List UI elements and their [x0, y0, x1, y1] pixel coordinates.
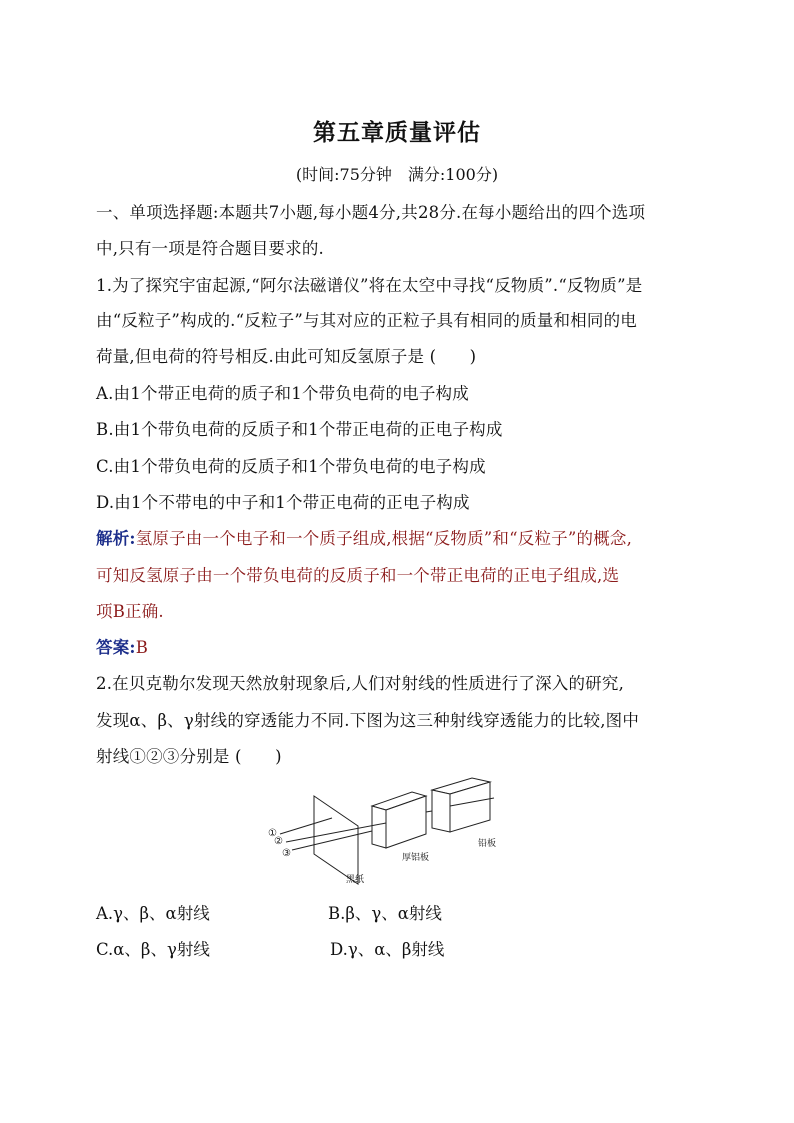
exam-info: (时间:75分钟 满分:100分)	[295, 165, 499, 184]
thick-al-plate-front	[372, 806, 386, 848]
answer-label: 答案:	[96, 638, 136, 657]
analysis-text: 氢原子由一个电子和一个质子组成,根据“反物质”和“反粒子”的概念,	[135, 529, 633, 548]
ray-3-label: ③	[282, 848, 291, 859]
q1-option-d: D.由1个不带电的中子和1个带正电荷的正电子构成	[96, 493, 470, 512]
section-intro-line-1: 一、单项选择题:本题共7小题,每小题4分,共28分.在每小题给出的四个选项	[96, 203, 646, 222]
q1-analysis-line-3: 项B正确.	[96, 602, 164, 621]
ray-2-label: ②	[274, 836, 283, 847]
lead-plate-front	[432, 790, 450, 832]
q2-stem-line-1: 2.在贝克勒尔发现天然放射现象后,人们对射线的性质进行了深入的研究,	[96, 674, 625, 693]
q2-option-c: C.α、β、γ射线	[96, 940, 210, 959]
ray-penetration-diagram	[262, 776, 524, 886]
q1-option-c: C.由1个带负电荷的反质子和1个带负电荷的电子构成	[96, 457, 486, 476]
q1-analysis-line-2: 可知反氢原子由一个带负电荷的反质子和一个带正电荷的正电子组成,选	[96, 566, 620, 585]
q1-option-b: B.由1个带负电荷的反质子和1个带正电荷的正电子构成	[96, 420, 503, 439]
q1-stem-line-3: 荷量,但电荷的符号相反.由此可知反氢原子是 ( )	[96, 347, 477, 366]
thick-al-label: 厚铝板	[402, 853, 430, 863]
answer-value: B	[135, 638, 149, 657]
q1-analysis-line-1	[96, 525, 700, 549]
q2-option-d: D.γ、α、β射线	[330, 940, 445, 959]
q1-stem-line-1: 1.为了探究宇宙起源,“阿尔法磁谱仪”将在太空中寻找“反物质”.“反物质”是	[96, 276, 643, 295]
lead-label: 铅板	[478, 839, 497, 849]
q2-stem-line-2: 发现α、β、γ射线的穿透能力不同.下图为这三种射线穿透能力的比较,图中	[96, 711, 640, 730]
analysis-label: 解析:	[96, 529, 136, 548]
ray-2-gap	[426, 811, 432, 812]
q1-option-a: A.由1个带正电荷的质子和1个带负电荷的电子构成	[96, 384, 469, 403]
q2-stem-line-3: 射线①②③分别是 ( )	[96, 747, 282, 766]
q2-option-b: B.β、γ、α射线	[328, 904, 442, 923]
q2-option-a: A.γ、β、α射线	[96, 904, 210, 923]
section-intro-line-2: 中,只有一项是符合题目要求的.	[96, 239, 324, 258]
page-title: 第五章质量评估	[313, 119, 481, 146]
q1-stem-line-2: 由“反粒子”构成的.“反粒子”与其对应的正粒子具有相同的质量和相同的电	[96, 311, 637, 330]
q1-answer	[96, 634, 700, 658]
paper-label: 黑纸	[346, 875, 365, 885]
ray-1-label: ①	[268, 828, 277, 839]
